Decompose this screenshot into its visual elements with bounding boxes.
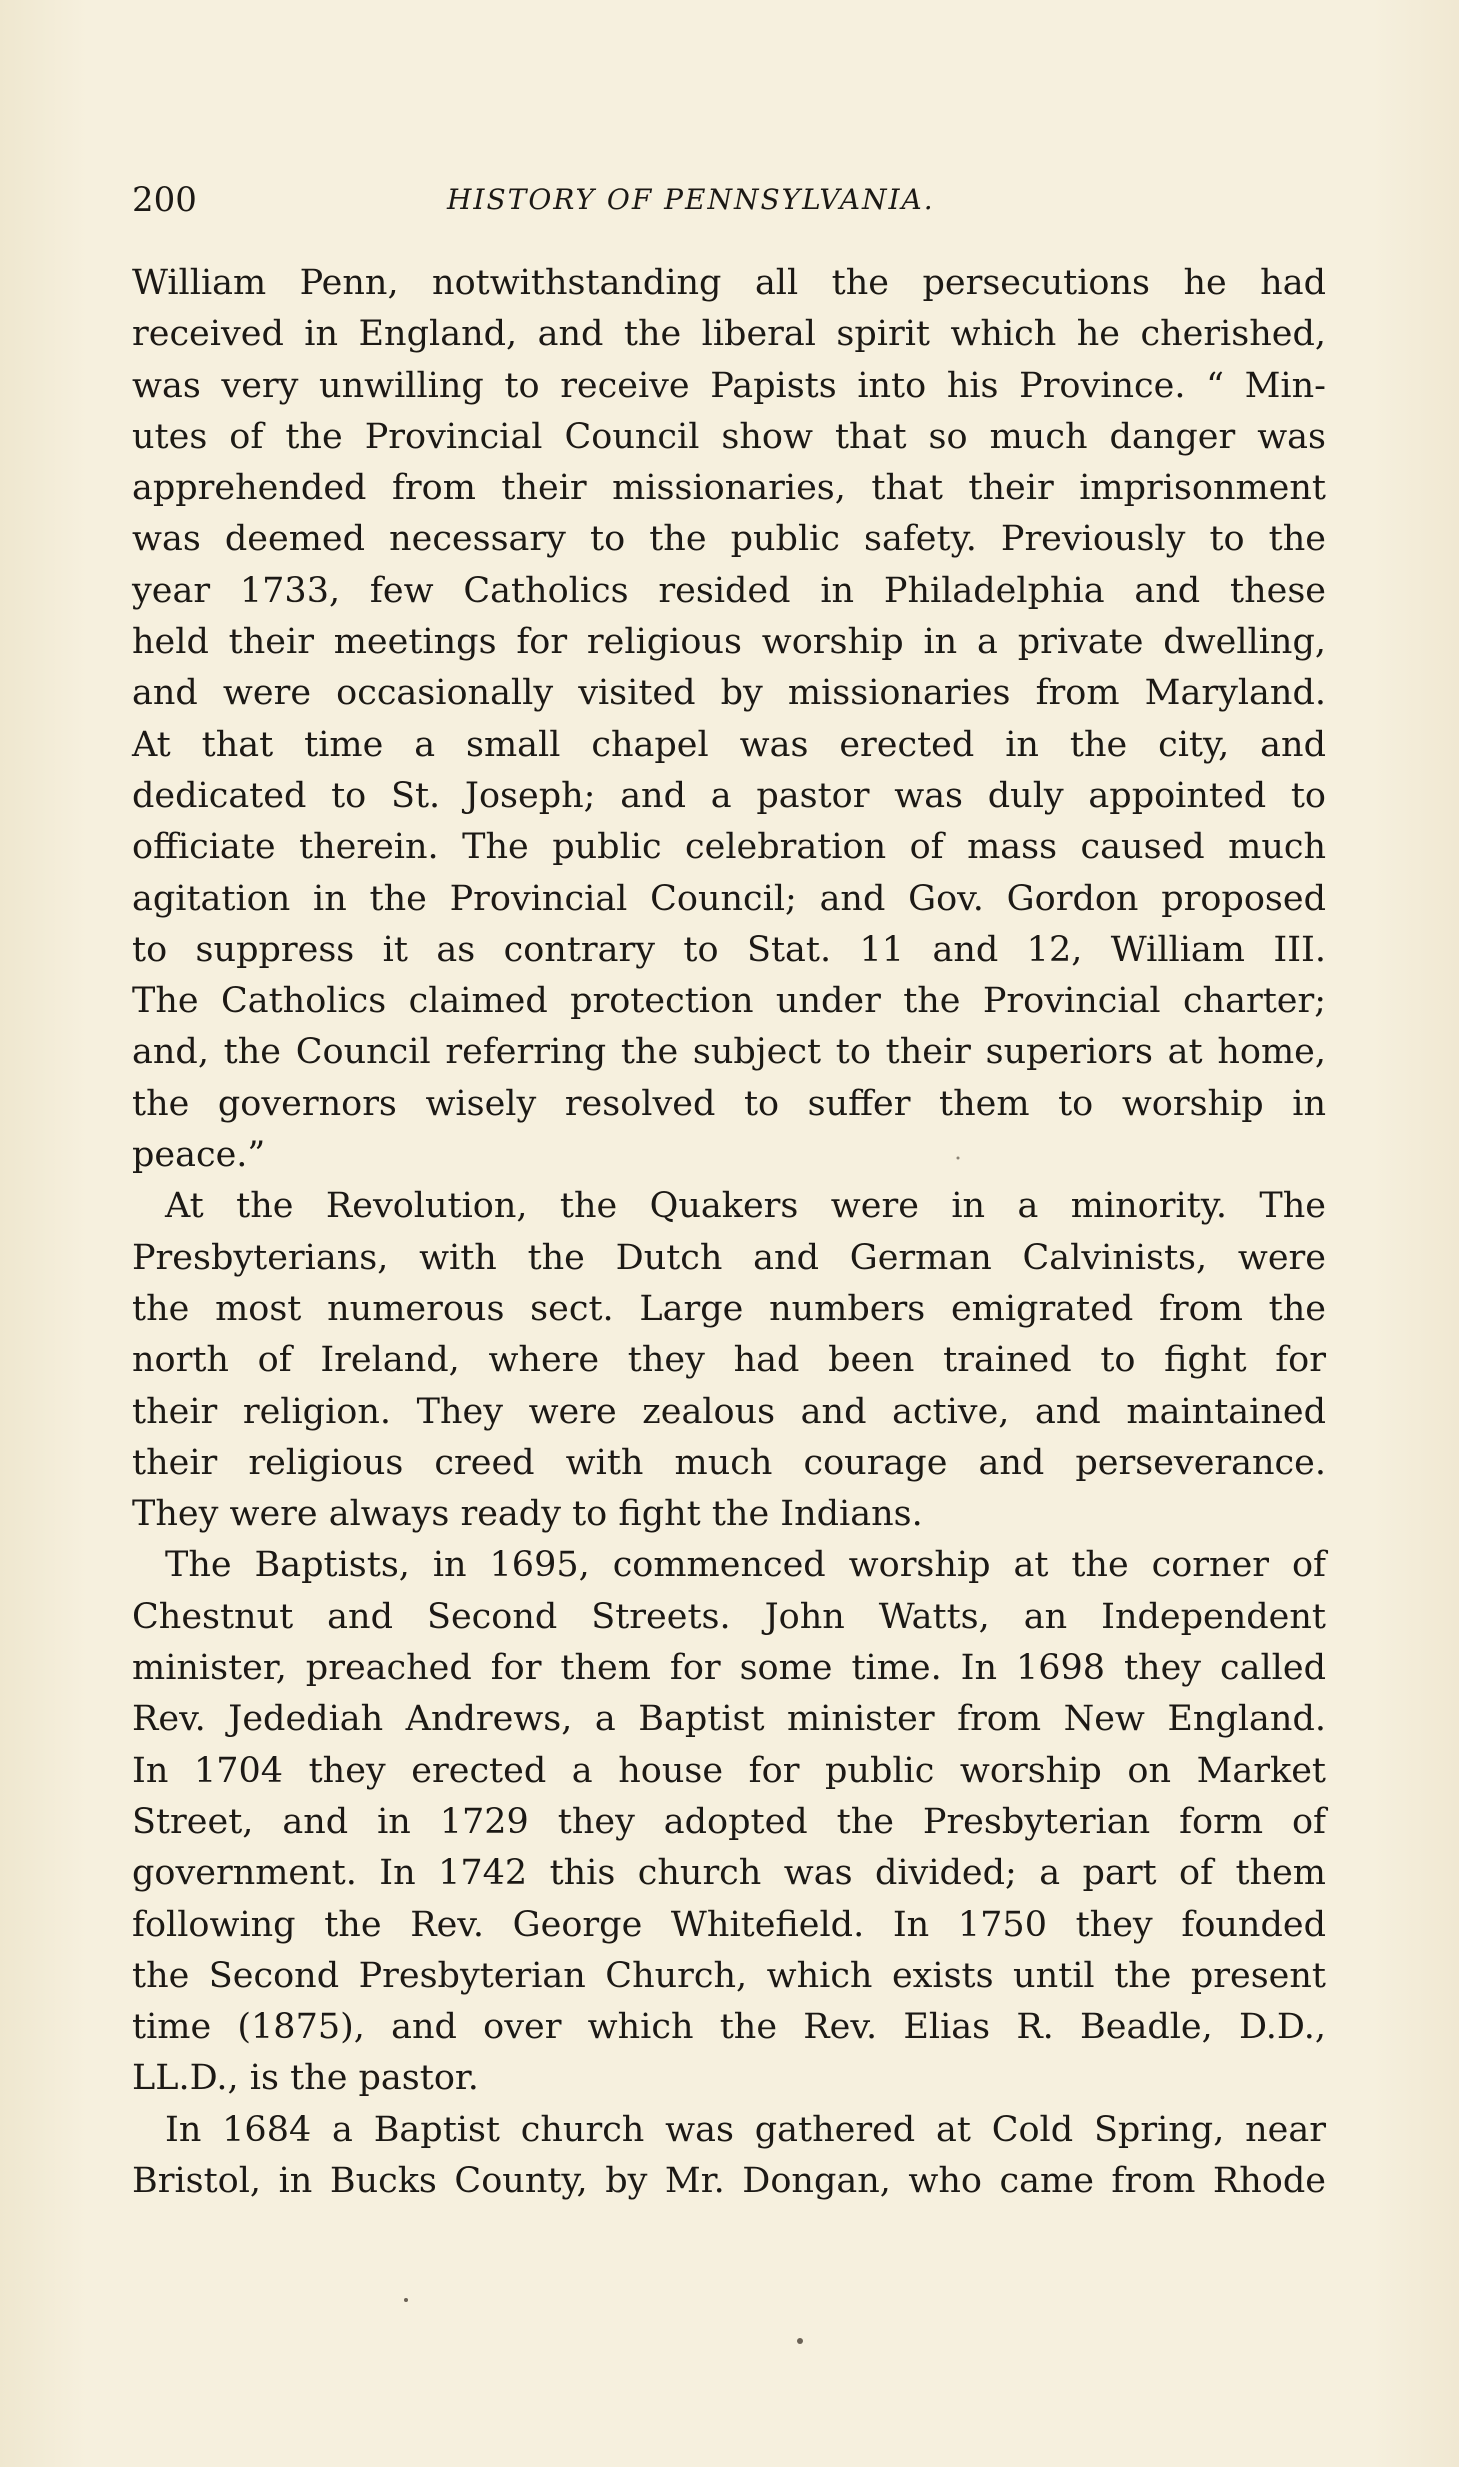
ink-speck [404, 2298, 408, 2302]
text-line: dedicated to St. Joseph; and a pastor was duly appointed to [132, 775, 1326, 816]
text-line: utes of the Provincial Council show that so much danger was [132, 416, 1326, 457]
text-line: their religion. They were zealous and active, and maintained [132, 1391, 1326, 1432]
page-number: 200 [132, 180, 197, 220]
text-line: They were always ready to fight the Indians. [132, 1494, 923, 1535]
text-line: minister, preached for them for some time. In 1698 they called [132, 1648, 1326, 1689]
text-line: held their meetings for religious worship in a private dwelling, [132, 622, 1326, 663]
text-line: Street, and in 1729 they adopted the Presbyterian form of [132, 1801, 1326, 1842]
text-line: agitation in the Provincial Council; and Gov. Gordon proposed [132, 878, 1326, 919]
text-line: Presbyterians, with the Dutch and German Calvinists, were [132, 1237, 1326, 1278]
text-line: The Catholics claimed protection under the Provincial charter; [132, 981, 1326, 1022]
text-line: peace.” [132, 1135, 266, 1176]
text-line: apprehended from their missionaries, that their imprisonment [132, 468, 1326, 509]
text-line: William Penn, notwithstanding all the persecutions he had [132, 263, 1326, 303]
page-header [132, 170, 1326, 230]
text-line: At the Revolution, the Quakers were in a minority. The [165, 1186, 1326, 1227]
text-line: Chestnut and Second Streets. John Watts, an Independent [132, 1596, 1326, 1637]
text-line: In 1704 they erected a house for public worship on Market [132, 1750, 1326, 1791]
text-line: and were occasionally visited by missionaries from Maryland. [132, 673, 1326, 714]
text-line: following the Rev. George Whitefield. In 1750 they founded [132, 1904, 1326, 1945]
text-line: was deemed necessary to the public safety. Previously to the [132, 519, 1326, 560]
text-line: to suppress it as contrary to Stat. 11 and 12, William III. [132, 929, 1326, 970]
text-line: and, the Council referring the subject to their superiors at home, [132, 1032, 1326, 1073]
text-line: In 1684 a Baptist church was gathered at Cold Spring, near [165, 2109, 1326, 2150]
text-line: the most numerous sect. Large numbers emigrated from the [132, 1288, 1326, 1329]
text-line: time (1875), and over which the Rev. Elias R. Beadle, D.D., [132, 2007, 1326, 2048]
text-line: The Baptists, in 1695, commenced worship at the corner of [165, 1545, 1326, 1586]
text-line: At that time a small chapel was erected in the city, and [132, 724, 1326, 765]
text-line: officiate therein. The public celebration of mass caused much [132, 827, 1326, 868]
text-line: their religious creed with much courage and perseverance. [132, 1442, 1326, 1483]
text-line: government. In 1742 this church was divided; a part of them [132, 1853, 1326, 1894]
text-line: Bristol, in Bucks County, by Mr. Dongan, who came from Rhode [132, 2160, 1326, 2201]
text-line: Rev. Jedediah Andrews, a Baptist minister from New England. [132, 1699, 1326, 1740]
ink-speck [797, 2338, 803, 2344]
text-line: received in England, and the liberal spirit which he cherished, [132, 314, 1326, 355]
text-line: the Second Presbyterian Church, which exists until the present [132, 1955, 1326, 1996]
text-line: was very unwilling to receive Papists into his Province. “ Min- [132, 365, 1326, 406]
body-text [132, 258, 1326, 2207]
running-title: HISTORY OF PENNSYLVANIA. [447, 183, 935, 216]
text-line: north of Ireland, where they had been trained to fight for [132, 1340, 1326, 1381]
text-line: year 1733, few Catholics resided in Philadelphia and these [132, 570, 1326, 611]
text-line: LL.D., is the pastor. [132, 2058, 479, 2099]
text-line: the governors wisely resolved to suffer them to worship in [132, 1083, 1326, 1124]
